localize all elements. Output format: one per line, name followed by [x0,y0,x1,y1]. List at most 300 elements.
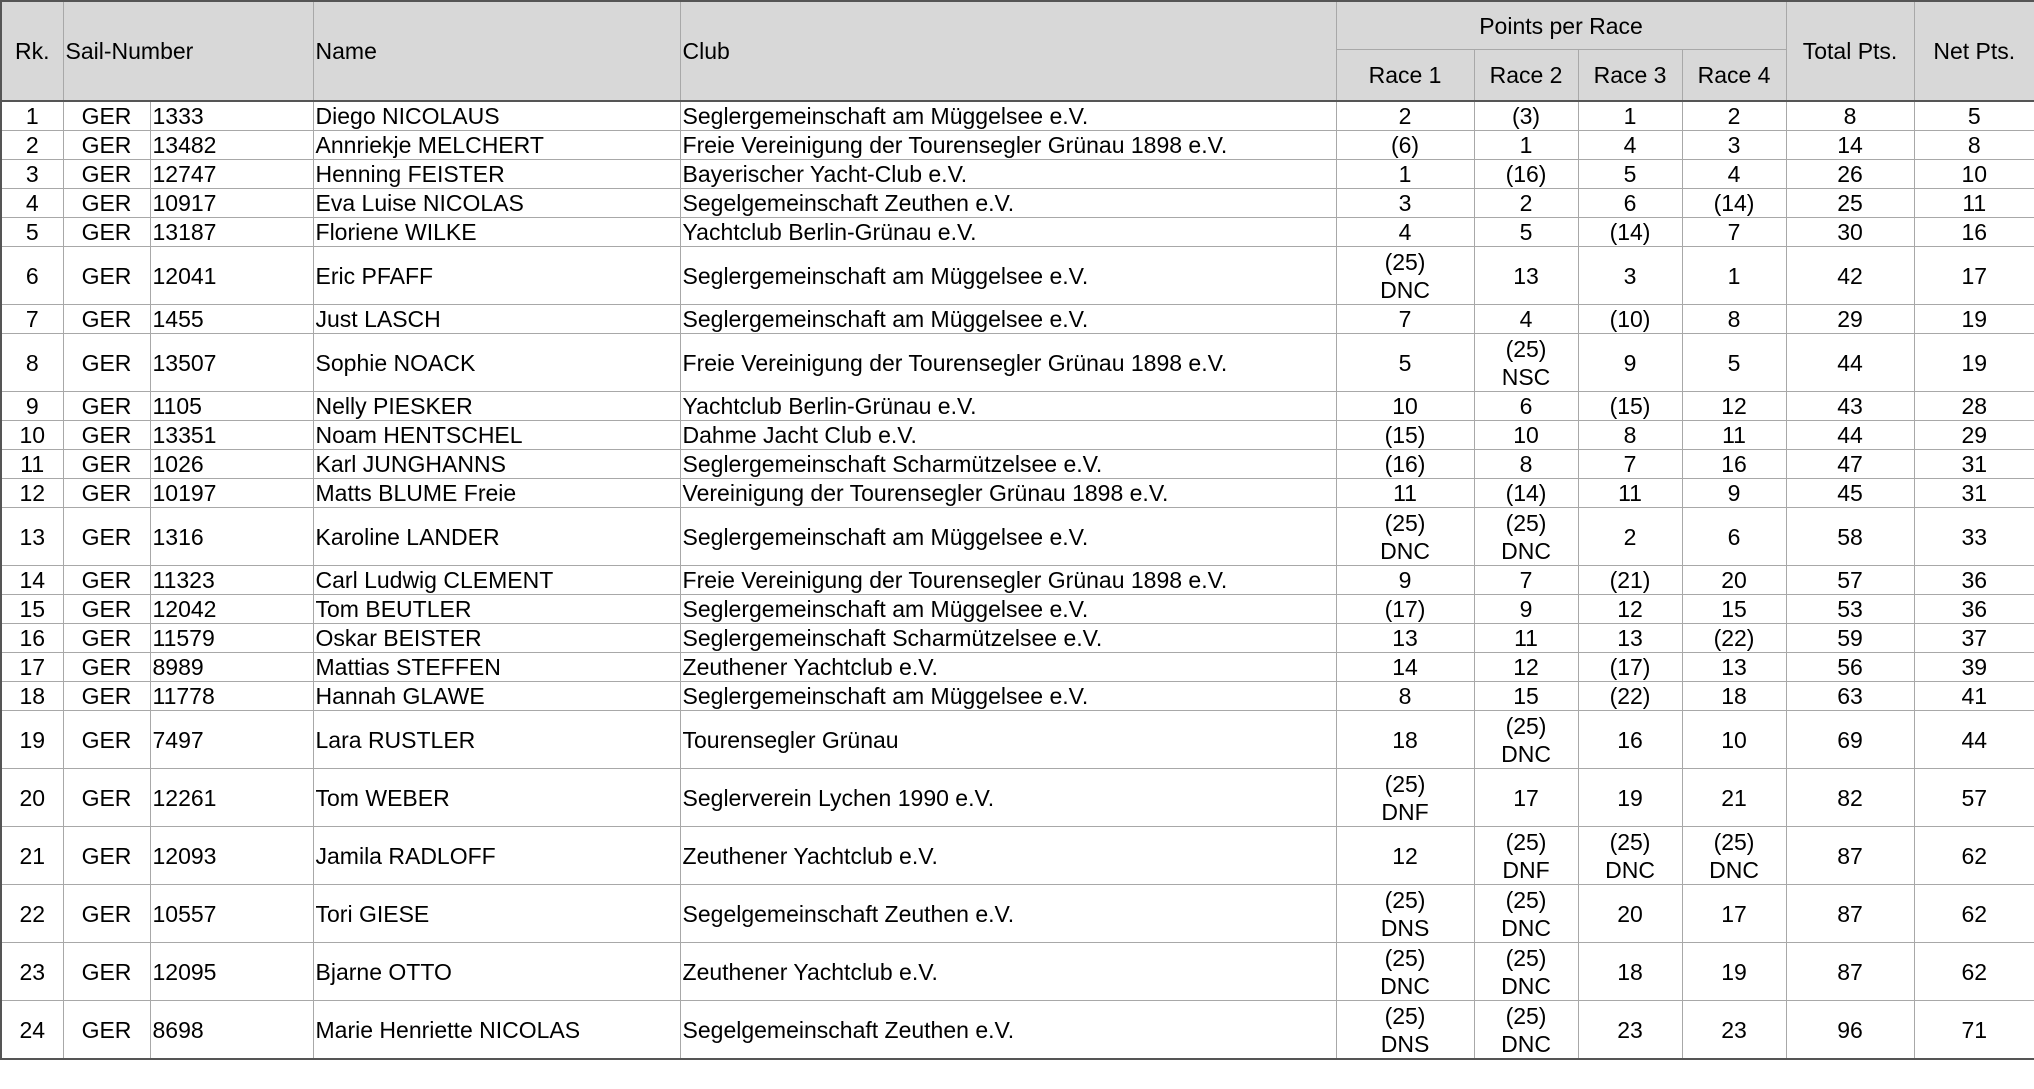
race-1-cell [1336,943,1474,1001]
net-points-cell: 62 [1914,827,2034,885]
net-points-cell: 62 [1914,885,2034,943]
total-points-cell: 56 [1786,653,1914,682]
club-cell: Seglergemeinschaft am Müggelsee e.V. [680,682,1336,711]
race-points: 13 [1617,625,1643,651]
race-points: 23 [1721,1016,1747,1043]
sail-nation-cell: GER [63,595,150,624]
sail-nation-cell: GER [63,653,150,682]
club-cell: Segelgemeinschaft Zeuthen e.V. [680,189,1336,218]
race-code: DNC [1501,740,1551,767]
race-3-cell [1578,421,1682,450]
sailor-name-cell: Noam HENTSCHEL [313,421,680,450]
net-points-cell: 36 [1914,595,2034,624]
race-points: (14) [1505,480,1547,506]
race-4-cell [1682,247,1786,305]
race-3-cell [1578,566,1682,595]
race-points: 2 [1727,103,1741,129]
sail-number-cell: 12261 [150,769,313,827]
header-race-1: Race 1 [1336,50,1474,102]
race-1-cell [1336,885,1474,943]
net-points-cell: 11 [1914,189,2034,218]
race-2-cell [1474,392,1578,421]
race-code: DNF [1502,856,1550,883]
race-3-cell [1578,595,1682,624]
sail-number-cell: 1455 [150,305,313,334]
race-points: 2 [1398,103,1412,129]
race-4-cell [1682,131,1786,160]
table-row [1,508,2034,566]
header-race-4: Race 4 [1682,50,1786,102]
rank-cell: 13 [1,508,63,566]
race-3-cell [1578,624,1682,653]
net-points-cell: 36 [1914,566,2034,595]
sailor-name-cell: Just LASCH [313,305,680,334]
net-points-cell: 8 [1914,131,2034,160]
rank-cell: 7 [1,305,63,334]
sail-nation-cell: GER [63,682,150,711]
club-cell: Seglergemeinschaft am Müggelsee e.V. [680,305,1336,334]
net-points-cell: 33 [1914,508,2034,566]
total-points-cell: 87 [1786,943,1914,1001]
race-points: 9 [1519,596,1533,622]
race-code: DNC [1501,914,1551,941]
race-2-cell [1474,101,1578,131]
rank-cell: 24 [1,1001,63,1060]
race-2-cell [1474,131,1578,160]
sail-nation-cell: GER [63,479,150,508]
race-points: 12 [1392,842,1418,869]
race-4-cell [1682,624,1786,653]
race-points: (21) [1609,567,1651,593]
race-points: 3 [1623,262,1637,289]
sail-number-cell: 13351 [150,421,313,450]
rank-cell: 15 [1,595,63,624]
club-cell: Yachtclub Berlin-Grünau e.V. [680,218,1336,247]
race-code: DNS [1380,914,1430,941]
rank-cell: 2 [1,131,63,160]
total-points-cell: 69 [1786,711,1914,769]
rank-cell: 18 [1,682,63,711]
race-2-cell [1474,943,1578,1001]
club-cell: Zeuthener Yachtclub e.V. [680,943,1336,1001]
race-1-cell [1336,566,1474,595]
rank-cell: 11 [1,450,63,479]
race-1-cell [1336,160,1474,189]
race-points: 3 [1727,132,1741,158]
race-2-cell [1474,247,1578,305]
sailor-name-cell: Sophie NOACK [313,334,680,392]
sail-nation-cell: GER [63,101,150,131]
race-3-cell [1578,450,1682,479]
race-1-cell [1336,450,1474,479]
total-points-cell: 59 [1786,624,1914,653]
race-4-cell [1682,769,1786,827]
club-cell: Seglergemeinschaft am Müggelsee e.V. [680,508,1336,566]
race-points: 17 [1513,784,1539,811]
rank-cell: 8 [1,334,63,392]
race-points: 19 [1617,784,1643,811]
rank-cell: 21 [1,827,63,885]
table-row [1,421,2034,450]
race-code: DNC [1501,1030,1551,1057]
race-code: DNC [1709,856,1759,883]
total-points-cell: 82 [1786,769,1914,827]
race-1-cell [1336,218,1474,247]
race-points: 4 [1623,132,1637,158]
race-4-cell [1682,1001,1786,1060]
race-3-cell [1578,479,1682,508]
race-1-cell [1336,189,1474,218]
race-1-cell [1336,479,1474,508]
race-points: 1 [1519,132,1533,158]
sailor-name-cell: Nelly PIESKER [313,392,680,421]
rank-cell: 20 [1,769,63,827]
race-2-cell [1474,160,1578,189]
race-1-cell [1336,421,1474,450]
race-1-cell [1336,247,1474,305]
race-points: 6 [1623,190,1637,216]
race-points: (22) [1609,683,1651,709]
race-points: (14) [1609,219,1651,245]
net-points-cell: 16 [1914,218,2034,247]
sail-nation-cell: GER [63,711,150,769]
race-4-cell [1682,711,1786,769]
race-3-cell [1578,1001,1682,1060]
sail-number-cell: 13482 [150,131,313,160]
sail-nation-cell: GER [63,450,150,479]
rank-cell: 10 [1,421,63,450]
club-cell: Yachtclub Berlin-Grünau e.V. [680,392,1336,421]
race-2-cell [1474,624,1578,653]
race-points: 5 [1727,349,1741,376]
race-4-cell [1682,508,1786,566]
race-points: (25) [1384,248,1426,275]
race-points: 13 [1392,625,1418,651]
sailor-name-cell: Marie Henriette NICOLAS [313,1001,680,1060]
rank-cell: 19 [1,711,63,769]
race-1-cell [1336,595,1474,624]
sailor-name-cell: Eva Luise NICOLAS [313,189,680,218]
total-points-cell: 8 [1786,101,1914,131]
sailor-name-cell: Diego NICOLAUS [313,101,680,131]
club-cell: Seglergemeinschaft am Müggelsee e.V. [680,595,1336,624]
total-points-cell: 26 [1786,160,1914,189]
race-1-cell [1336,508,1474,566]
net-points-cell: 5 [1914,101,2034,131]
race-1-cell [1336,305,1474,334]
sail-number-cell: 12041 [150,247,313,305]
total-points-cell: 57 [1786,566,1914,595]
race-points: 5 [1398,349,1412,376]
race-3-cell [1578,508,1682,566]
race-code: DNC [1501,537,1551,564]
race-points: (22) [1713,625,1755,651]
race-points: (3) [1511,103,1541,129]
race-4-cell [1682,189,1786,218]
sailor-name-cell: Bjarne OTTO [313,943,680,1001]
total-points-cell: 29 [1786,305,1914,334]
total-points-cell: 14 [1786,131,1914,160]
race-points: (25) [1505,509,1547,536]
total-points-cell: 44 [1786,421,1914,450]
race-points: 6 [1519,393,1533,419]
total-points-cell: 44 [1786,334,1914,392]
race-3-cell [1578,711,1682,769]
sail-number-cell: 13507 [150,334,313,392]
race-points: 15 [1513,683,1539,709]
club-cell: Freie Vereinigung der Tourensegler Grünau 1898 e.V. [680,334,1336,392]
race-4-cell [1682,450,1786,479]
race-code: DNC [1380,537,1430,564]
table-row [1,160,2034,189]
race-2-cell [1474,218,1578,247]
race-points: 23 [1617,1016,1643,1043]
total-points-cell: 42 [1786,247,1914,305]
race-points: (15) [1609,393,1651,419]
race-points: 4 [1519,306,1533,332]
total-points-cell: 30 [1786,218,1914,247]
net-points-cell: 41 [1914,682,2034,711]
club-cell: Seglergemeinschaft Scharmützelsee e.V. [680,450,1336,479]
sailor-name-cell: Floriene WILKE [313,218,680,247]
total-points-cell: 87 [1786,885,1914,943]
sail-nation-cell: GER [63,624,150,653]
sail-nation-cell: GER [63,189,150,218]
header-club: Club [680,1,1336,101]
sail-nation-cell: GER [63,827,150,885]
race-1-cell [1336,769,1474,827]
table-row [1,624,2034,653]
race-4-cell [1682,479,1786,508]
race-points: (25) [1384,770,1426,797]
sail-nation-cell: GER [63,943,150,1001]
race-2-cell [1474,682,1578,711]
race-3-cell [1578,160,1682,189]
net-points-cell: 19 [1914,305,2034,334]
race-points: 13 [1513,262,1539,289]
sail-number-cell: 1026 [150,450,313,479]
sailor-name-cell: Karoline LANDER [313,508,680,566]
race-points: 11 [1393,480,1417,506]
race-3-cell [1578,885,1682,943]
table-row [1,247,2034,305]
race-2-cell [1474,421,1578,450]
sail-number-cell: 11323 [150,566,313,595]
club-cell: Seglergemeinschaft am Müggelsee e.V. [680,247,1336,305]
header-rank: Rk. [1,1,63,101]
table-row [1,682,2034,711]
race-1-cell [1336,131,1474,160]
table-row [1,595,2034,624]
sail-number-cell: 10917 [150,189,313,218]
race-3-cell [1578,305,1682,334]
race-4-cell [1682,305,1786,334]
race-2-cell [1474,595,1578,624]
race-4-cell [1682,101,1786,131]
race-points: 18 [1617,958,1643,985]
sail-number-cell: 8698 [150,1001,313,1060]
race-points: 2 [1623,523,1637,550]
race-points: (6) [1390,132,1420,158]
race-3-cell [1578,334,1682,392]
race-2-cell [1474,769,1578,827]
race-points: (14) [1713,190,1755,216]
sail-nation-cell: GER [63,421,150,450]
sailor-name-cell: Oskar BEISTER [313,624,680,653]
race-4-cell [1682,682,1786,711]
club-cell: Dahme Jacht Club e.V. [680,421,1336,450]
race-2-cell [1474,189,1578,218]
race-3-cell [1578,101,1682,131]
race-1-cell [1336,827,1474,885]
race-points: 4 [1727,161,1741,187]
sail-nation-cell: GER [63,334,150,392]
total-points-cell: 45 [1786,479,1914,508]
rank-cell: 6 [1,247,63,305]
sailor-name-cell: Karl JUNGHANNS [313,450,680,479]
race-points: (25) [1384,886,1426,913]
table-body [1,101,2034,1059]
race-points: 19 [1721,958,1747,985]
header-sail-number: Sail-Number [63,1,313,101]
rank-cell: 9 [1,392,63,421]
race-1-cell [1336,392,1474,421]
table-row [1,566,2034,595]
race-points: 10 [1513,422,1539,448]
header-race-3: Race 3 [1578,50,1682,102]
table-row [1,334,2034,392]
total-points-cell: 25 [1786,189,1914,218]
net-points-cell: 57 [1914,769,2034,827]
race-4-cell [1682,943,1786,1001]
total-points-cell: 43 [1786,392,1914,421]
sailor-name-cell: Annriekje MELCHERT [313,131,680,160]
race-points: 1 [1727,262,1741,289]
race-points: 14 [1392,654,1418,680]
club-cell: Tourensegler Grünau [680,711,1336,769]
table-row [1,885,2034,943]
race-2-cell [1474,305,1578,334]
net-points-cell: 37 [1914,624,2034,653]
race-2-cell [1474,827,1578,885]
sailor-name-cell: Tom WEBER [313,769,680,827]
table-row [1,1001,2034,1060]
race-code: DNF [1381,798,1429,825]
race-points: (17) [1384,596,1426,622]
sail-nation-cell: GER [63,160,150,189]
rank-cell: 22 [1,885,63,943]
rank-cell: 17 [1,653,63,682]
race-3-cell [1578,218,1682,247]
table-row [1,769,2034,827]
sail-number-cell: 12095 [150,943,313,1001]
table-row [1,450,2034,479]
race-points: (25) [1713,828,1755,855]
sail-number-cell: 13187 [150,218,313,247]
race-points: 5 [1519,219,1533,245]
rank-cell: 3 [1,160,63,189]
race-points: 8 [1623,422,1637,448]
race-points: 20 [1617,900,1643,927]
race-1-cell [1336,653,1474,682]
race-points: 11 [1618,480,1642,506]
total-points-cell: 63 [1786,682,1914,711]
race-points: 17 [1721,900,1747,927]
sail-number-cell: 12747 [150,160,313,189]
rank-cell: 12 [1,479,63,508]
race-points: 7 [1398,306,1412,332]
race-4-cell [1682,566,1786,595]
sailor-name-cell: Henning FEISTER [313,160,680,189]
club-cell: Freie Vereinigung der Tourensegler Grünau 1898 e.V. [680,131,1336,160]
race-points: 13 [1721,654,1747,680]
race-points: 21 [1721,784,1747,811]
race-points: 16 [1617,726,1643,753]
rank-cell: 5 [1,218,63,247]
race-4-cell [1682,334,1786,392]
club-cell: Seglerverein Lychen 1990 e.V. [680,769,1336,827]
table-row [1,189,2034,218]
race-points: 11 [1514,625,1538,651]
sail-number-cell: 12042 [150,595,313,624]
sail-number-cell: 7497 [150,711,313,769]
race-points: (25) [1384,509,1426,536]
table-row [1,479,2034,508]
race-1-cell [1336,682,1474,711]
race-4-cell [1682,160,1786,189]
sailor-name-cell: Lara RUSTLER [313,711,680,769]
race-1-cell [1336,711,1474,769]
net-points-cell: 39 [1914,653,2034,682]
race-4-cell [1682,392,1786,421]
total-points-cell: 96 [1786,1001,1914,1060]
race-points: 12 [1721,393,1747,419]
race-4-cell [1682,827,1786,885]
race-4-cell [1682,218,1786,247]
race-2-cell [1474,334,1578,392]
sail-nation-cell: GER [63,218,150,247]
race-points: (25) [1505,1002,1547,1029]
header-name: Name [313,1,680,101]
net-points-cell: 31 [1914,450,2034,479]
rank-cell: 1 [1,101,63,131]
header-total-points: Total Pts. [1786,1,1914,101]
race-code: DNS [1380,1030,1430,1057]
race-points: (25) [1384,1002,1426,1029]
sail-nation-cell: GER [63,769,150,827]
sail-number-cell: 10557 [150,885,313,943]
race-1-cell [1336,101,1474,131]
table-row [1,392,2034,421]
sail-nation-cell: GER [63,247,150,305]
sail-number-cell: 12093 [150,827,313,885]
rank-cell: 16 [1,624,63,653]
race-points: (25) [1505,828,1547,855]
net-points-cell: 10 [1914,160,2034,189]
race-2-cell [1474,653,1578,682]
sailor-name-cell: Carl Ludwig CLEMENT [313,566,680,595]
race-points: 1 [1623,103,1637,129]
sailor-name-cell: Tori GIESE [313,885,680,943]
sail-number-cell: 8989 [150,653,313,682]
race-3-cell [1578,653,1682,682]
sail-number-cell: 11778 [150,682,313,711]
race-3-cell [1578,392,1682,421]
race-points: 8 [1519,451,1533,477]
net-points-cell: 62 [1914,943,2034,1001]
race-points: (10) [1609,306,1651,332]
race-points: (17) [1609,654,1651,680]
